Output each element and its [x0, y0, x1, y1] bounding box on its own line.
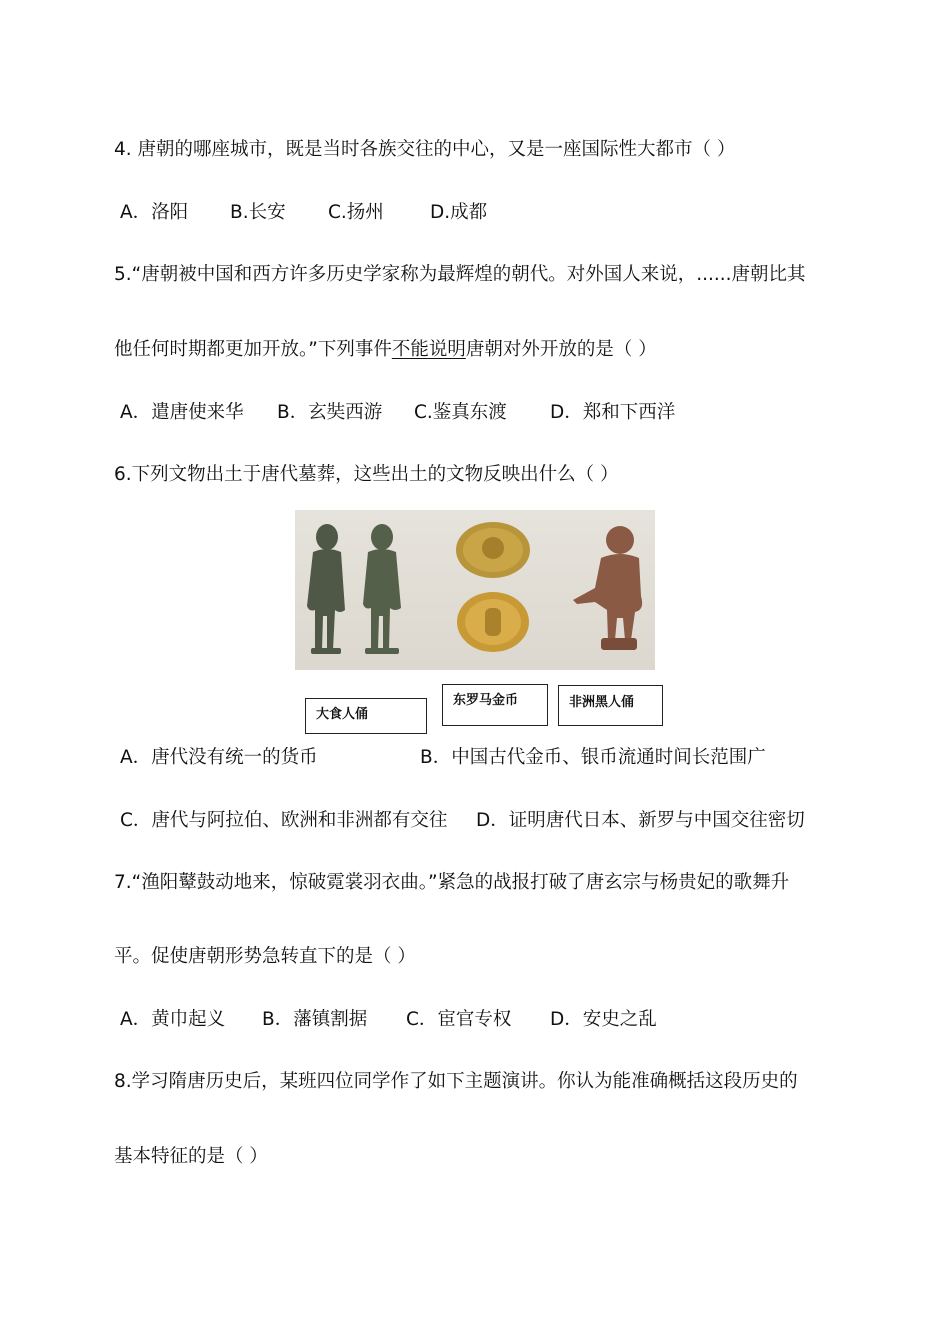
artifacts-illustration [295, 510, 655, 670]
q4-option-a: A．洛阳 [120, 202, 189, 223]
artifacts-photo [295, 510, 655, 670]
q7-stem-line2: 平。促使唐朝形势急转直下的是（ ） [114, 946, 416, 967]
q5-stem-line2 [114, 337, 850, 363]
q8-stem-line1: 8.学习隋唐历史后，某班四位同学作了如下主题演讲。你认为能准确概括这段历史的 [114, 1071, 798, 1092]
q6-option-d: D．证明唐代日本、新罗与中国交往密切 [476, 810, 805, 831]
q5-stem-line2-post: 唐朝对外开放的是（ ） [465, 339, 657, 360]
q4-option-b: B.长安 [230, 202, 286, 223]
q4-option-d: D.成都 [430, 202, 488, 223]
q6-option-a: A．唐代没有统一的货币 [120, 747, 318, 768]
q8-stem-line2: 基本特征的是（ ） [114, 1146, 268, 1167]
q6-stem: 6.下列文物出土于唐代墓葬，这些出土的文物反映出什么（ ） [114, 464, 619, 485]
q7-stem-line1: 7.“渔阳鼙鼓动地来，惊破霓裳羽衣曲。”紧急的战报打破了唐玄宗与杨贵妃的歌舞升 [114, 872, 790, 893]
q7-option-a: A．黄巾起义 [120, 1009, 226, 1030]
q5-option-b: B．玄奘西游 [277, 402, 383, 423]
q6-option-c: C．唐代与阿拉伯、欧洲和非洲都有交往 [120, 810, 448, 831]
arab-figurine-2 [363, 524, 401, 654]
african-figurine [573, 526, 642, 650]
q4-option-c: C.扬州 [328, 202, 384, 223]
q7-option-d: D．安史之乱 [550, 1009, 657, 1030]
q5-option-c: C.鉴真东渡 [414, 402, 507, 423]
label-gold-coin: 东罗马金币 [442, 684, 548, 726]
q7-option-b: B．藩镇割据 [262, 1009, 368, 1030]
q5-option-a: A．遣唐使来华 [120, 402, 244, 423]
gold-coins [456, 522, 530, 652]
q7-option-c: C．宦官专权 [406, 1009, 512, 1030]
q5-stem-underline: 不能说明 [391, 339, 466, 360]
label-african-figurine: 非洲黑人俑 [558, 685, 663, 726]
q4-stem: 4. 唐朝的哪座城市，既是当时各族交往的中心，又是一座国际性大都市（ ） [114, 139, 736, 160]
q5-stem-line1: 5.“唐朝被中国和西方许多历史学家称为最辉煌的朝代。对外国人来说，......唐朝比其 [114, 264, 806, 285]
q6-option-b: B．中国古代金币、银币流通时间长范围广 [420, 747, 766, 768]
q5-stem-line2-pre: 他任何时期都更加开放。”下列事件 [114, 339, 392, 360]
arab-figurine-1 [307, 524, 345, 654]
label-arab-figurine: 大食人俑 [305, 698, 427, 734]
q5-option-d: D．郑和下西洋 [550, 402, 676, 423]
